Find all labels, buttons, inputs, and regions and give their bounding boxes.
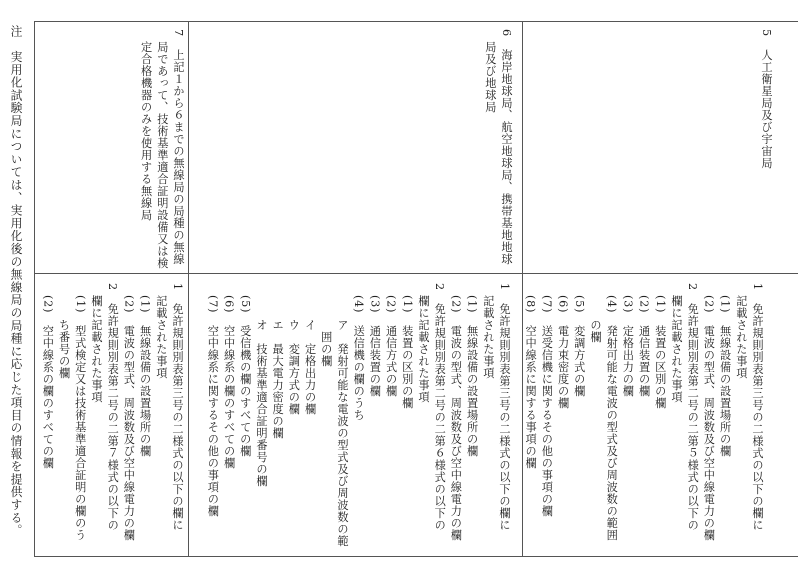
list-item: 2 免許規則別表第二号の二第７様式の以下の: [106, 283, 120, 531]
list-item: (4) 発射可能な電波の型式及び周波数の範囲: [605, 295, 619, 542]
section-6-heading-line2: 局及び地球局: [483, 41, 497, 113]
list-item: ち番号の欄: [57, 319, 71, 379]
table-left-border: [34, 21, 35, 556]
section-7-heading-line3: 定合格機器のみを使用する無線局: [139, 41, 153, 221]
table-top-border: [34, 21, 798, 22]
header-content-divider: [34, 273, 798, 274]
list-item: (2) 電波の型式、周波数及び空中線電力の欄: [702, 295, 716, 542]
list-item: (7) 空中線系に関するその他の事項の欄: [206, 295, 220, 518]
list-item: (1) 無線設備の設置場所の欄: [718, 295, 732, 458]
section-6-items: [204, 283, 512, 547]
list-item: 記載された事項: [154, 295, 168, 379]
section-7-heading-line2: 局であって、技術基準適合証明設備又は検: [155, 41, 169, 269]
list-item: 欄に記載された事項: [89, 295, 103, 403]
list-item: (2) 空中線系の欄のすべての欄: [41, 295, 55, 470]
list-item: ウ 変調方式の欄: [287, 319, 301, 415]
list-item: 2 免許規則別表第二号の二第６様式の以下の: [433, 283, 447, 531]
list-item: (1) 無線設備の設置場所の欄: [138, 295, 152, 458]
footnote: 注 実用化試験局については、実用化後の無線局の局種に応じた項目の情報を提供する。: [9, 25, 23, 537]
list-item: (2) 通信方式の欄: [384, 295, 398, 398]
section-5-items: [522, 283, 765, 541]
list-item: 1 免許規則別表第三号の二様式の以下の欄に: [751, 283, 764, 531]
list-item: (5) 変調方式の欄: [572, 295, 586, 398]
list-item: (1) 装置の区別の欄: [653, 295, 667, 410]
list-item: (1) 装置の区別の欄: [400, 295, 414, 410]
section-5-heading: 5 人工衛星局及び宇宙局: [760, 29, 773, 169]
list-item: (3) 通信装置の欄: [368, 295, 382, 398]
section-7-items: [39, 283, 185, 541]
list-item: 囲の欄: [319, 331, 333, 367]
list-item: 1 免許規則別表第三号の二様式の以下の欄に: [171, 283, 184, 531]
list-item: エ 最大電力密度の欄: [271, 319, 285, 439]
list-item: の欄: [588, 319, 602, 343]
section-7-heading-line1: 7 上記１から６までの無線局の局種の無線: [172, 29, 185, 265]
section-6-heading: [482, 29, 514, 265]
row-divider-6-7: [188, 21, 189, 556]
list-item: (2) 通信装置の欄: [637, 295, 651, 398]
list-item: (1) 無線設備の設置場所の欄: [465, 295, 479, 458]
list-item: オ 技術基準適合証明番号の欄: [254, 319, 268, 487]
list-item: (6) 空中線系の欄のすべての欄: [222, 295, 236, 470]
list-item: (7) 送受信機に関するその他の事項の欄: [540, 295, 554, 518]
list-item: ア 発射可能な電波の型式及び周波数の範: [335, 319, 349, 547]
table-bottom-border: [34, 556, 798, 557]
list-item: (2) 電波の型式、周波数及び空中線電力の欄: [122, 295, 136, 542]
list-item: (5) 受信機の欄のすべての欄: [238, 295, 252, 458]
list-item: (4) 送信機の欄のうち: [352, 295, 366, 422]
list-item: 2 免許規則別表第二号の二第５様式の以下の: [686, 283, 700, 531]
list-item: (8) 空中線系に関する事項の欄: [524, 295, 538, 470]
list-item: イ 定格出力の欄: [303, 319, 317, 415]
list-item: (6) 電力束密度の欄: [556, 295, 570, 410]
section-7-heading: [137, 29, 186, 269]
list-item: 欄に記載された事項: [669, 295, 683, 403]
list-item: 記載された事項: [481, 295, 495, 379]
list-item: (3) 定格出力の欄: [621, 295, 635, 398]
list-item: 1 免許規則別表第三号の二様式の以下の欄に: [498, 283, 511, 531]
list-item: 記載された事項: [734, 295, 748, 379]
list-item: (1) 型式検定又は技術基準適合証明の欄のう: [73, 295, 87, 542]
list-item: 欄に記載された事項: [416, 295, 430, 403]
section-6-heading-line1: 6 海岸地球局、航空地球局、携帯基地地球: [500, 29, 513, 265]
list-item: (2) 電波の型式、周波数及び空中線電力の欄: [449, 295, 463, 542]
